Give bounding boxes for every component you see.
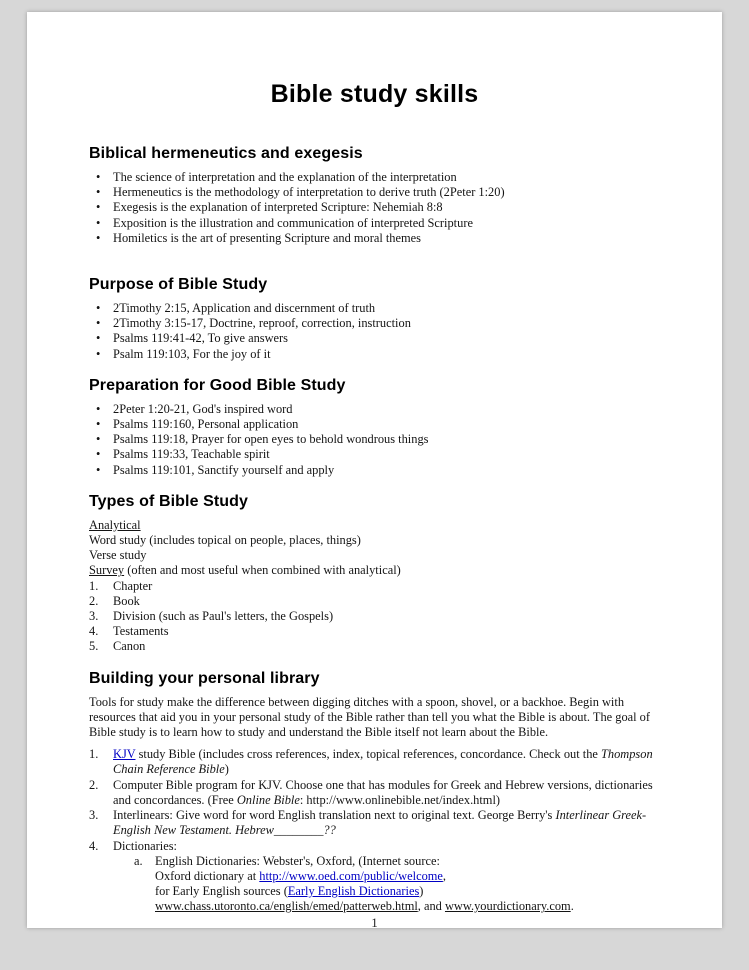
numbered-item: [89, 579, 660, 594]
underlined-term: Analytical: [89, 517, 141, 532]
bullet-icon: [96, 185, 113, 200]
bullet-icon: [96, 331, 113, 346]
library-item-dictionaries: [89, 839, 660, 854]
type-line-verse-study: Verse study: [89, 548, 147, 563]
italic-title: Interlinear Greek-English New Testament. Hebrew________??: [113, 808, 647, 838]
library-item-kjv: [89, 747, 660, 777]
item-text-part: Interlinears: Give word for word English translation next to original text. George Berry's: [113, 808, 556, 823]
line-text-part: Oxford dictionary at: [155, 868, 260, 883]
bullet-icon: [96, 447, 113, 462]
list-item-text: 2Timothy 3:15-17, Doctrine, reproof, correction, instruction: [113, 316, 411, 331]
bullet-icon: [96, 402, 113, 417]
list-item: [89, 231, 660, 246]
type-line-word-study: Word study (includes topical on people, places, things): [89, 533, 361, 548]
item-number: 4.: [89, 838, 99, 853]
numbered-item: [89, 594, 660, 609]
bullet-icon: [96, 216, 113, 231]
item-text: [113, 808, 660, 838]
bullet-icon: [96, 170, 113, 185]
dictionary-line-1: English Dictionaries: Webster's, Oxford, (Internet source:: [155, 853, 440, 868]
library-item-interlinears: [89, 808, 660, 838]
line-text-part: ,: [442, 868, 447, 883]
list-item-text: The science of interpretation and the explanation of the interpretation: [113, 170, 457, 184]
list-item: [89, 347, 660, 362]
line-text-part: for Early English sources (: [155, 884, 288, 899]
dictionaries-sub-content: [155, 854, 660, 915]
numbered-item: [89, 639, 660, 654]
bullet-icon: [96, 231, 113, 246]
italic-title: Online Bible: [236, 792, 300, 807]
list-item: [89, 463, 660, 478]
type-line-survey: [89, 563, 660, 578]
line-text-part: , and: [417, 899, 445, 914]
section-heading-preparation: Preparation for Good Bible Study: [89, 376, 346, 394]
item-text-part: : http://www.onlinebible.net/index.html): [299, 792, 501, 807]
bullet-icon: [96, 200, 113, 215]
type-line-analytical: [89, 518, 660, 533]
item-letter: a.: [134, 853, 143, 868]
bullet-icon: [96, 463, 113, 478]
survey-rest-text: (often and most useful when combined with analytical): [124, 563, 401, 578]
hermeneutics-list: [89, 170, 660, 246]
dictionary-line-3: [155, 884, 660, 899]
early-english-dictionaries-link[interactable]: Early English Dictionaries: [287, 884, 420, 899]
section-heading-types: Types of Bible Study: [89, 492, 249, 510]
yourdictionary-link[interactable]: www.yourdictionary.com: [444, 899, 571, 914]
item-number: 4.: [89, 624, 99, 639]
item-number: 2.: [89, 593, 99, 608]
list-item-text: Psalms 119:33, Teachable spirit: [113, 447, 270, 462]
item-text: Division (such as Paul's letters, the Gospels): [113, 609, 334, 624]
underlined-term: Survey: [89, 563, 125, 578]
dictionary-line-4: [155, 899, 660, 914]
item-text: Chapter: [113, 578, 153, 593]
item-text: Book: [113, 593, 140, 608]
item-text: [113, 747, 660, 777]
types-lines: [89, 518, 660, 655]
list-item-text: Hermeneutics is the methodology of interpretation to derive truth (2Peter 1:20): [113, 185, 505, 200]
bullet-icon: [96, 417, 113, 432]
list-item: [89, 170, 660, 185]
list-item-text: Psalms 119:41-42, To give answers: [113, 331, 288, 346]
item-number: 3.: [89, 808, 99, 823]
list-item-text: Psalms 119:160, Personal application: [113, 417, 299, 432]
list-item-text: Psalm 119:103, For the joy of it: [113, 346, 271, 361]
library-item-computer-program: [89, 778, 660, 808]
list-item: [89, 331, 660, 346]
item-number: 5.: [89, 639, 99, 654]
bullet-icon: [96, 432, 113, 447]
italic-title: Thompson Chain Reference Bible: [113, 747, 653, 777]
section-heading-hermeneutics: Biblical hermeneutics and exegesis: [89, 145, 363, 162]
section-heading-purpose: Purpose of Bible Study: [89, 276, 268, 294]
item-number: 3.: [89, 609, 99, 624]
bullet-icon: [96, 316, 113, 331]
list-item: [89, 316, 660, 331]
item-number: 1.: [89, 747, 99, 762]
item-text-part: Computer Bible program for KJV. Choose one that has modules for Greek and Hebrew versions, dictionaries and concordances. (Free: [113, 777, 653, 807]
library-intro-paragraph: Tools for study make the difference between digging ditches with a spoon, shovel, or a backhoe. Begin with resources that aid you in your personal study of the Bible rather than tell you what the Bible is about. The goal of Bible study is to learn how to study and understand the Bible itself not learn about the Bible.: [89, 694, 651, 740]
item-text-part: ): [224, 762, 229, 777]
list-item: [89, 216, 660, 231]
line-text-part: ): [419, 884, 424, 899]
page-number: 1: [371, 914, 378, 928]
dictionary-line-2: [155, 869, 660, 884]
list-item-text: 2Peter 1:20-21, God's inspired word: [113, 401, 293, 416]
line-text-part: .: [570, 899, 574, 914]
item-text-part: study Bible (includes cross references, index, topical references, concordance. Check out the: [135, 747, 601, 762]
item-text: [113, 778, 660, 808]
list-item: [89, 417, 660, 432]
list-item-text: Psalms 119:101, Sanctify yourself and apply: [113, 462, 335, 477]
list-item-text: Homiletics is the art of presenting Scripture and moral themes: [113, 230, 421, 245]
list-item: [89, 185, 660, 200]
document-page: [27, 12, 722, 928]
dictionaries-sub-item-a: [134, 854, 660, 915]
item-number: 2.: [89, 777, 99, 792]
list-item: [89, 447, 660, 462]
oed-link[interactable]: http://www.oed.com/public/welcome: [259, 868, 443, 883]
page-title: Bible study skills: [270, 80, 479, 108]
purpose-list: [89, 301, 660, 362]
list-item: [89, 301, 660, 316]
list-item-text: Exegesis is the explanation of interpreted Scripture: Nehemiah 8:8: [113, 200, 443, 215]
bullet-icon: [96, 301, 113, 316]
list-item: [89, 432, 660, 447]
numbered-item: [89, 624, 660, 639]
numbered-item: [89, 609, 660, 624]
item-text: Dictionaries:: [113, 838, 177, 853]
item-text: Testaments: [113, 624, 169, 639]
list-item-text: Exposition is the illustration and communication of interpreted Scripture: [113, 215, 473, 230]
list-item: [89, 200, 660, 215]
section-heading-library: Building your personal library: [89, 669, 320, 687]
bullet-icon: [96, 347, 113, 362]
list-item-text: 2Timothy 2:15, Application and discernment of truth: [113, 301, 376, 316]
item-text: Canon: [113, 639, 146, 654]
kjv-link[interactable]: KJV: [113, 747, 136, 762]
item-number: 1.: [89, 578, 99, 593]
list-item: [89, 402, 660, 417]
utoronto-link[interactable]: www.chass.utoronto.ca/english/emed/patterweb.html: [155, 899, 418, 914]
preparation-list: [89, 402, 660, 478]
list-item-text: Psalms 119:18, Prayer for open eyes to behold wondrous things: [113, 432, 429, 447]
